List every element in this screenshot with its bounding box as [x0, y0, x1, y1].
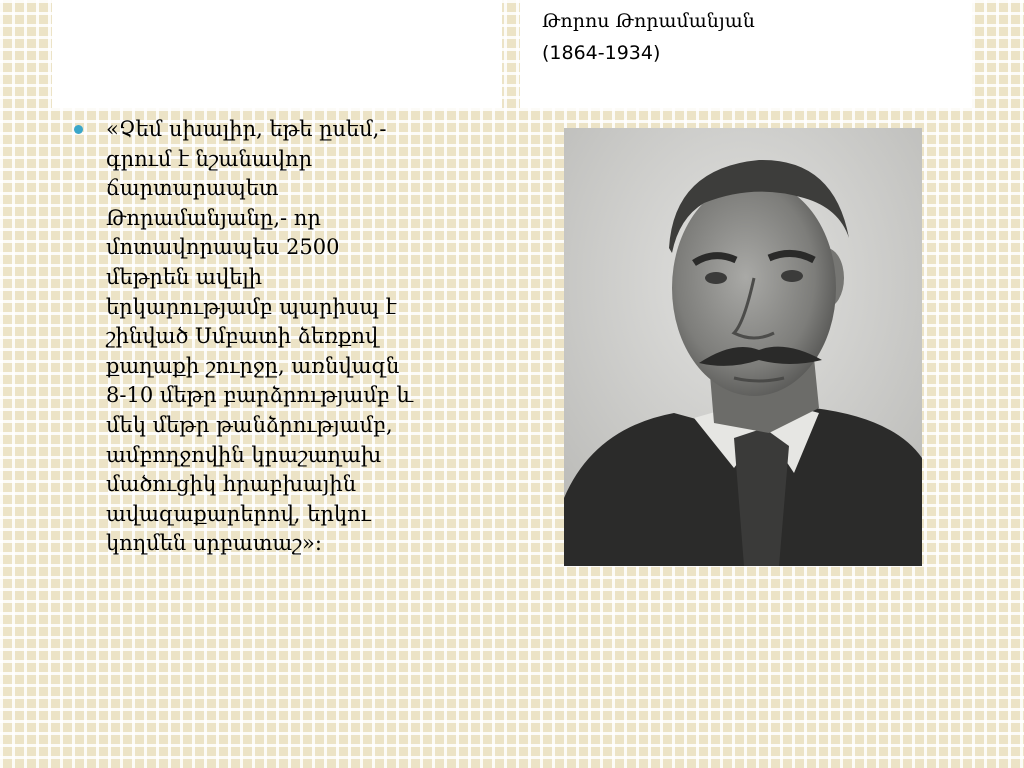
caption-name: Թորոս Թորամանյան: [542, 10, 755, 32]
portrait-illustration: [564, 128, 922, 566]
quote-text: «Չեմ սխալիր, եթե ըսեմ,- գրում է նշանավոր ճարտարապետ Թորամանյանը,- որ մոտավորապես 2500 մեթրեն ավելի երկարությամբ պարիսպ է շինված Սմբատի ձեռքով քաղաքի շուրջը, առնվազն 8-10 մեթր բարձրությամբ և մեկ մեթր թանձրությամբ, ամբողջովին կրաշաղախ մածուցիկ հրաբխային ավազաքարերով, երկու կողմեն սրբատաշ»:: [106, 117, 414, 556]
title-placeholder-box: [52, 0, 502, 108]
caption-years: (1864-1934): [542, 42, 661, 64]
bullet-icon: [74, 125, 83, 134]
caption-box: [520, 0, 972, 108]
quote-bullet: [74, 115, 494, 559]
portrait-photo: [564, 128, 922, 566]
